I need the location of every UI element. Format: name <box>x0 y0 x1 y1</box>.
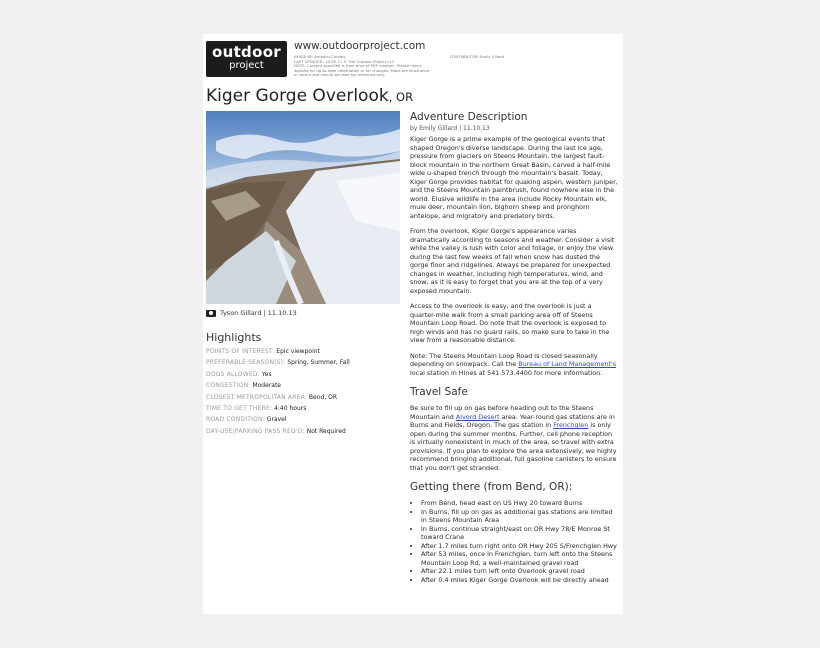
direction-step: • After 0.4 miles Kiger Gorge Overlook will be directly ahead <box>421 576 618 585</box>
direction-step: • From Bend, head east on US Hwy 20 toward Burns <box>421 499 618 508</box>
pdf-page <box>203 34 623 614</box>
highlight-key: DAY-USE/PARKING PASS REQ'D: <box>206 427 305 435</box>
direction-step: • In Burns, fill up on gas as additional gas stations are limited in Steens Mountain Area <box>421 508 618 525</box>
location-state: , OR <box>388 90 414 104</box>
right-column <box>410 111 618 584</box>
note-text-pre: Note: The Steens Mountain Loop Road is closed seasonally depending on snowpack. Call the <box>410 351 598 368</box>
camera-icon <box>206 310 216 317</box>
adventure-paragraph-2: From the overlook, Kiger Gorge's appearance varies dramatically according to seasons and weather. Consider a visit while the valley is lush with color and foliage, or enjoy the view during the last few weeks of fall when snow has dusted the gorge floor and ridgelines. Always be prepared for unexpected changes in weather, including high temperatures, wind, and snow, as it is easy to forget that you are at the top of a very exposed mountain. <box>410 227 615 295</box>
highlight-key: CLOSEST METROPOLITAN AREA: <box>206 393 307 401</box>
meta-right: CONTRIBUTOR: Emily Gillard <box>449 54 504 59</box>
highlight-key: PREFERABLE SEASON(S): <box>206 359 286 367</box>
highlight-value: Yes <box>261 370 272 378</box>
adventure-paragraph-4 <box>410 352 618 378</box>
alvord-desert-link[interactable]: Alvord Desert <box>455 412 500 421</box>
highlight-key: CONGESTION: <box>206 382 251 390</box>
adventure-paragraph-1: Kiger Gorge is a prime example of the geological events that shaped Oregon's diverse landscape. During the last ice age, pressure from glaciers on Steens Mountain, the largest fault-block mountain in the northern Great Basin, carved a half-mile wide u-shaped trench through the mountain's basalt. Today, Kiger Gorge provides habitat for quaking aspen, western juniper, and the Steens Mountain paintbrush, found nowhere else in the world. Elusive wildlife in the area include Rocky Mountain elk, mule deer, mountain lion, bighorn sheep and pronghorn antelope, and migratory and predatory birds. <box>410 135 618 220</box>
highlight-item <box>206 357 396 368</box>
adventure-paragraph-3: Access to the overlook is easy, and the overlook is just a quarter-mile walk from a small parking area off of Steens Mountain Loop Road. Do note that the overlook is exposed to high winds and has no guard rails, so make sure to take in the view from a reasonable distance. <box>410 302 610 344</box>
direction-step: • In Burns, continue straight/east on OR Hwy 78/E Monroe St toward Crane <box>421 525 618 542</box>
highlight-value: Moderate <box>252 382 281 390</box>
photo-credit-text: Tyson Gillard | 11.10.13 <box>220 309 297 317</box>
meta-info <box>294 55 504 78</box>
highlight-value: Spring, Summer, Fall <box>287 359 350 367</box>
highlight-item <box>206 369 396 380</box>
meta-left: in nature and should be used for reference only. <box>294 72 386 78</box>
meta-left: IMAGE BY: Amadou Condey <box>294 54 346 59</box>
frenchglen-link[interactable]: Frenchglen <box>553 421 589 429</box>
site-url: www.outdoorproject.com <box>294 40 426 52</box>
meta-row <box>294 73 504 78</box>
travel-heading: Travel Safe <box>410 386 468 398</box>
travel-text-2: area. Year-round gas stations are in Burns and Fields, Oregon. The gas station in <box>410 412 615 429</box>
photo-credit <box>206 309 297 317</box>
highlight-item <box>206 426 396 437</box>
highlight-item <box>206 392 396 403</box>
adventure-byline: by Emily Gillard | 11.10.13 <box>410 125 490 132</box>
gorge-photo-illustration <box>206 111 400 304</box>
meta-left: website for up-to-date information or for changes. Maps are illustrative <box>294 67 430 73</box>
highlight-value: Bend, OR <box>308 393 338 401</box>
highlight-item <box>206 403 396 414</box>
highlights-list <box>206 346 396 437</box>
page-title <box>206 86 413 106</box>
logo-line1: outdoor <box>212 43 281 61</box>
highlight-key: TIME TO GET THERE: <box>206 405 273 413</box>
direction-step: • After 53 miles, once in Frenchglen, turn left onto the Steens Mountain Loop Rd, a well-maintained gravel road <box>421 550 618 567</box>
highlight-value: Not Required <box>306 427 346 435</box>
direction-step: • After 22.1 miles turn left onto Overlook gravel road <box>421 567 618 576</box>
meta-left: LAST UPDATED: 10.09.17 © The Outdoor Project LLC <box>294 58 395 64</box>
directions-list <box>410 499 618 584</box>
highlight-key: POINTS OF INTEREST: <box>206 348 275 355</box>
travel-text-1: Be sure to fill up on gas before heading out to the Steens Mountain and <box>410 404 594 421</box>
logo-line2: project <box>229 60 264 71</box>
highlight-item <box>206 414 396 425</box>
meta-left: NOTE: Content specified is from time of PDF creation. Please check <box>294 63 422 69</box>
highlight-value: 4:40 hours <box>274 405 307 413</box>
highlight-item <box>206 380 396 391</box>
highlight-item <box>206 346 396 357</box>
travel-paragraph <box>410 404 618 472</box>
outdoor-project-logo <box>206 41 287 77</box>
highlight-value: Gravel <box>266 416 287 424</box>
travel-text-3: is only open during the summer months. Further, cell phone reception is virtually nonexistent in much of the area, so travel with extra provisions. If you plan to explore the area extensively, we highly recommend bringing additional, full gasoline canisters to ensure that you don't get stranded. <box>410 421 617 472</box>
highlights-heading: Highlights <box>206 331 262 344</box>
gorge-photo <box>206 111 400 304</box>
highlight-key: ROAD CONDITION: <box>206 416 265 424</box>
adventure-heading: Adventure Description <box>410 111 528 123</box>
highlight-value: Epic viewpoint <box>276 348 320 355</box>
location-name: Kiger Gorge Overlook <box>206 86 389 106</box>
directions-heading: Getting there (from Bend, OR): <box>410 481 573 493</box>
blm-link[interactable]: Bureau of Land Management's <box>518 360 617 368</box>
highlight-key: DOGS ALLOWED: <box>206 370 260 378</box>
note-text-post: local station in Hines at 541.573.4400 for more information. <box>410 368 603 377</box>
direction-step: • After 1.7 miles turn right onto OR Hwy 205 S/Frenchglen Hwy <box>421 542 618 551</box>
